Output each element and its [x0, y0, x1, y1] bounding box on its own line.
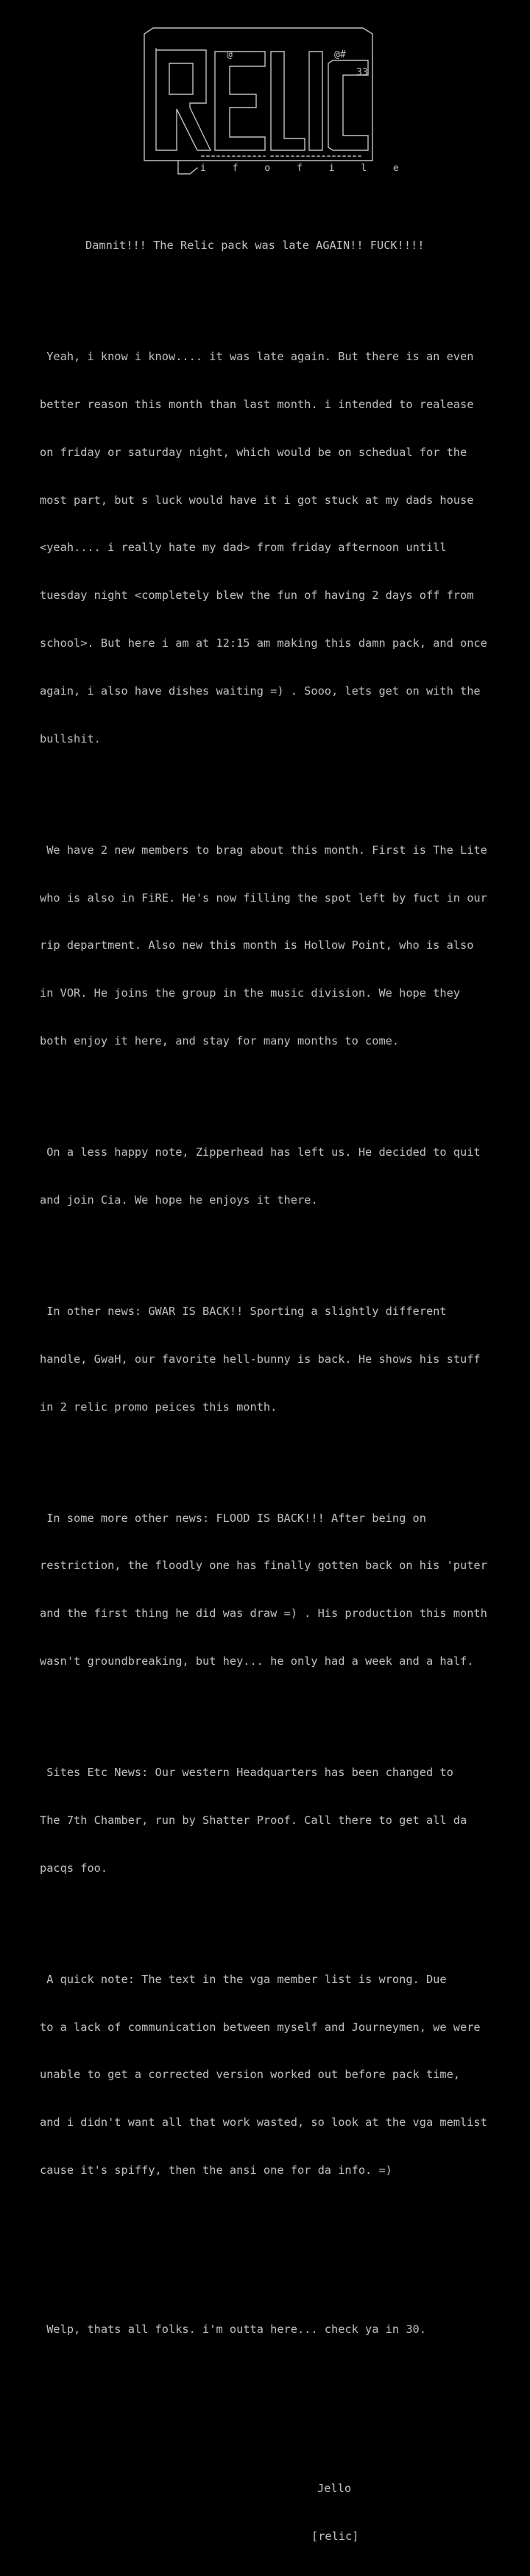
spacer [40, 2259, 511, 2275]
info-document [40, 206, 511, 2576]
logo-tag-3: 33 [356, 67, 368, 78]
paragraph-4-line-2: handle, GwaH, our favorite hell-bunny is back. He shows his stuff [40, 1352, 481, 1366]
paragraph-5-line-4: wasn't groundbreaking, but hey... he only had a week and a half. [40, 1654, 474, 1668]
paragraph-2-line-5: both enjoy it here, and stay for many months to come. [40, 1033, 400, 1047]
spacer [40, 2370, 511, 2386]
paragraph-2-line-2: who is also in FiRE. He's now filling the spot left by fuct in our [40, 891, 487, 905]
headline: Damnit!!! The Relic pack was late AGAIN!! FUCK!!!! [85, 239, 425, 253]
paragraph-6-line-3: pacqs foo. [40, 1861, 108, 1875]
paragraph-6-line-1: Sites Etc News: Our western Headquarters has been changed to [40, 1766, 453, 1780]
spacer [40, 1447, 511, 1463]
spacer [40, 286, 511, 302]
paragraph-1-line-8: again, i also have dishes waiting =) . Sooo, lets get on with the [40, 684, 481, 698]
paragraph-5-line-1: In some more other news: FLOOD IS BACK!!! After being on [40, 1511, 426, 1525]
logo-tag-1: @ [227, 49, 233, 60]
spacer [40, 1081, 511, 1098]
paragraph-6-line-2: The 7th Chamber, run by Shatter Proof. Call there to get all da [40, 1813, 467, 1827]
spacer [40, 1909, 511, 1925]
paragraph-3-line-2: and join Cia. We hope he enjoys it there. [40, 1193, 318, 1207]
paragraph-7-line-1: A quick note: The text in the vga member list is wrong. Due [40, 1972, 447, 1986]
paragraph-4-line-3: in 2 relic promo peices this month. [40, 1400, 278, 1414]
signature: Jello [317, 2481, 352, 2495]
paragraph-7-line-2: to a lack of communication between myself and Journeymen, we were [40, 2020, 481, 2034]
paragraph-2-line-4: in VOR. He joins the group in the music division. We hope they [40, 986, 460, 1000]
spacer [40, 1240, 511, 1257]
paragraph-7-line-4: and i didn't want all that work wasted, so look at the vga memlist [40, 2116, 487, 2130]
paragraph-2-line-3: rip department. Also new this month is Hollow Point, who is also [40, 938, 474, 952]
paragraph-1-line-4: most part, but s luck would have it i got stuck at my dads house [40, 493, 474, 507]
logo-bottom-text: i f o f i l e [200, 163, 409, 174]
relic-ascii-logo [138, 21, 409, 180]
spacer [40, 2211, 511, 2227]
relic-logo-art [138, 21, 409, 180]
spacer [40, 1702, 511, 1718]
group-tag: [relic] [311, 2529, 359, 2543]
closing-line: Welp, thats all folks. i'm outta here... check ya in 30. [40, 2322, 426, 2336]
paragraph-1-line-9: bullshit. [40, 731, 101, 745]
paragraph-1-line-6: tuesday night <completely blew the fun of having 2 days off from [40, 589, 474, 603]
paragraph-1-line-7: school>. But here i am at 12:15 am making this damn pack, and once [40, 636, 487, 650]
spacer [40, 2418, 511, 2434]
paragraph-1-line-5: <yeah.... i really hate my dad> from friday afternoon untill [40, 541, 447, 555]
paragraph-5-line-3: and the first thing he did was draw =) . His production this month [40, 1607, 487, 1621]
paragraph-7-line-3: unable to get a corrected version worked out before pack time, [40, 2068, 460, 2082]
paragraph-2-line-1: We have 2 new members to brag about this month. First is The Lite [40, 843, 487, 857]
paragraph-4-line-1: In other news: GWAR IS BACK!! Sporting a slightly different [40, 1304, 447, 1318]
paragraph-5-line-2: restriction, the floodly one has finally gotten back on his 'puter [40, 1559, 487, 1573]
paragraph-1-line-1: Yeah, i know i know.... it was late again. But there is an even [40, 350, 474, 364]
paragraph-1-line-2: better reason this month than last month. i intended to realease [40, 398, 474, 412]
spacer [40, 779, 511, 795]
paragraph-7-line-5: cause it's spiffy, then the ansi one for da info. =) [40, 2163, 392, 2177]
paragraph-3-line-1: On a less happy note, Zipperhead has left us. He decided to quit [40, 1145, 481, 1159]
logo-tag-2: @# [334, 49, 346, 60]
paragraph-1-line-3: on friday or saturday night, which would be on schedual for the [40, 445, 467, 459]
